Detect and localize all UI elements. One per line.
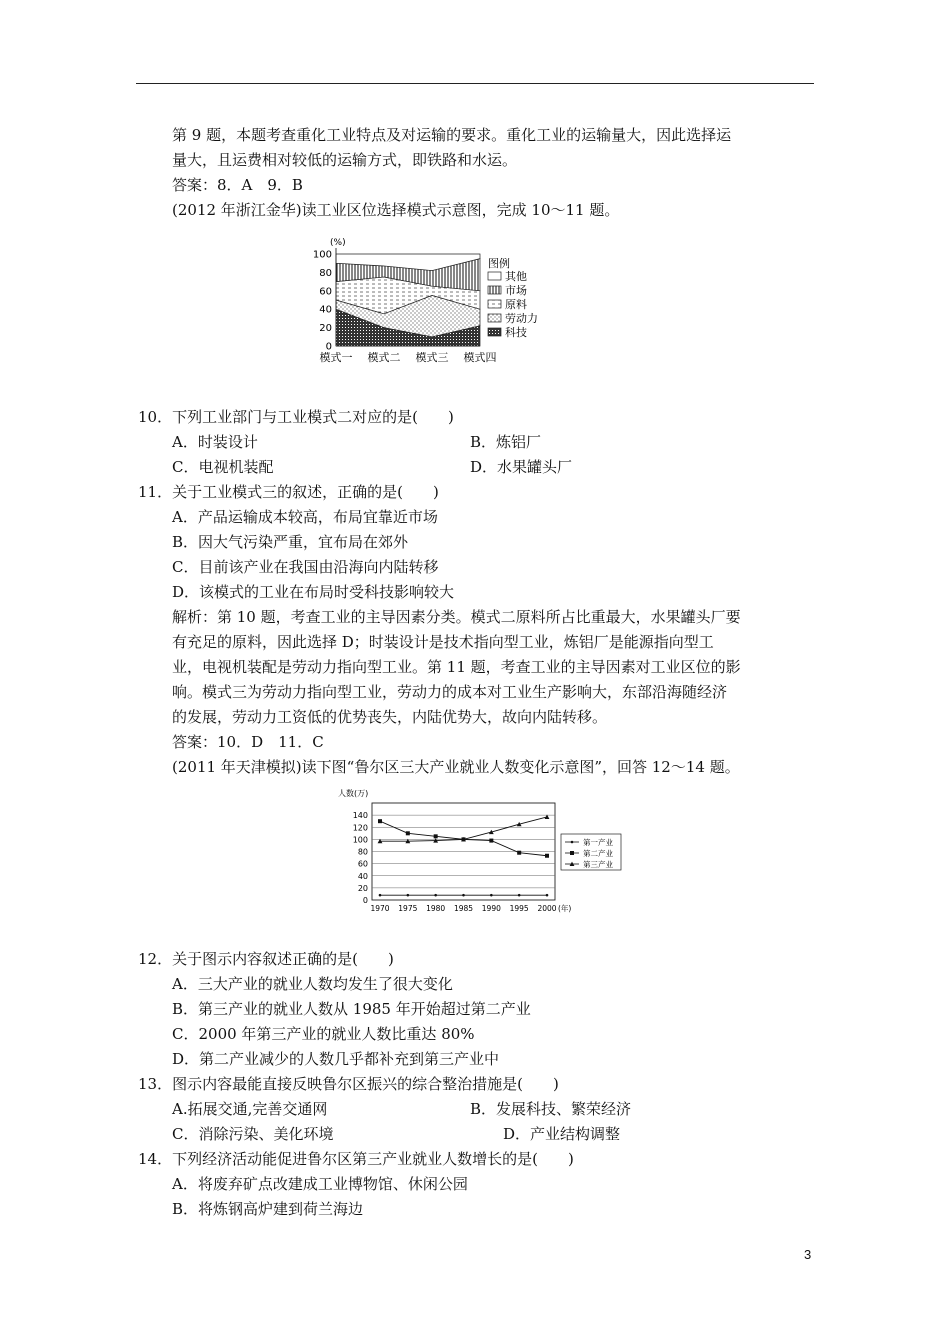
question-stem: 13．图示内容最能直接反映鲁尔区振兴的综合整治措施是( ) [138, 1075, 559, 1093]
x-tick-label: 1975 [398, 904, 418, 913]
data-point [379, 894, 382, 897]
option: C．消除污染、美化环境 [172, 1125, 334, 1143]
page-number: 3 [804, 1247, 812, 1262]
question-stem: 10．下列工业部门与工业模式二对应的是( ) [138, 408, 454, 426]
analysis-text: 解析：第 10 题，考查工业的主导因素分类。模式二原料所占比重最大，水果罐头厂要 [172, 608, 741, 626]
legend-label: 原料 [505, 298, 527, 311]
x-tick-label: 1995 [509, 904, 529, 913]
option: C．电视机装配 [172, 458, 274, 476]
y-tick-label: 100 [312, 249, 332, 261]
data-point [517, 851, 521, 855]
chart-legend [561, 834, 621, 870]
intro-line: (2012 年浙江金华)读工业区位选择模式示意图，完成 10～11 题。 [172, 201, 620, 219]
option: B．因大气污染严重，宜布局在郊外 [172, 533, 409, 551]
analysis-text: 业，电视机装配是劳动力指向型工业。第 11 题，考查工业的主导因素对工业区位的影 [172, 658, 741, 676]
legend-label: 第二产业 [583, 849, 613, 858]
legend-swatch [488, 286, 501, 294]
chart-grid [372, 803, 555, 900]
option: C．2000 年第三产业的就业人数比重达 80% [172, 1025, 475, 1043]
option: B．发展科技、繁荣经济 [470, 1100, 632, 1118]
y-axis-label: 人数(万) [338, 789, 369, 798]
x-tick-label: 模式三 [415, 351, 449, 364]
option: A.拓展交通,完善交通网 [172, 1100, 328, 1118]
x-tick-label: 1985 [453, 904, 474, 913]
industry-mode-chart [300, 234, 560, 374]
legend-label: 第三产业 [583, 860, 613, 869]
data-point [571, 841, 574, 844]
data-point [489, 839, 493, 843]
chart-legend [488, 256, 538, 339]
y-tick-label: 120 [352, 823, 368, 833]
legend-title: 图例 [488, 257, 510, 270]
data-point [434, 834, 438, 838]
legend-label: 劳动力 [505, 312, 538, 325]
legend-label: 科技 [505, 326, 527, 339]
x-tick-label: 1990 [481, 904, 501, 913]
option: C．目前该产业在我国由沿海向内陆转移 [172, 558, 439, 576]
y-tick-label: 80 [319, 267, 332, 279]
data-point [378, 819, 382, 823]
paragraph-text: 第 9 题，本题考查重化工业特点及对运输的要求。重化工业的运输量大，因此选择运 [172, 126, 732, 144]
analysis-text: 有充足的原料，因此选择 D；时装设计是技术指向型工业，炼铝厂是能源指向型工 [172, 633, 714, 651]
data-point [462, 894, 465, 897]
option: A．将废弃矿点改建成工业博物馆、休闲公园 [172, 1175, 468, 1193]
answer-line: 答案：10．D 11．C [172, 733, 324, 751]
option: A．三大产业的就业人数均发生了很大变化 [172, 975, 453, 993]
option: A．时装设计 [172, 433, 258, 451]
x-tick-label: 模式二 [367, 351, 401, 364]
data-point [406, 831, 410, 835]
ruhr-employment-chart [335, 785, 655, 915]
data-point [434, 894, 437, 897]
chart-axes [338, 788, 571, 913]
option: A．产品运输成本较高，布局宜靠近市场 [172, 508, 438, 526]
legend-swatch [488, 272, 501, 280]
y-tick-label: 100 [352, 835, 368, 845]
data-point [570, 851, 574, 855]
x-tick-label: 2000 [537, 904, 557, 913]
x-tick-label: 模式四 [463, 351, 497, 364]
data-point [490, 894, 493, 897]
data-point [545, 854, 549, 858]
legend-swatch [488, 314, 501, 322]
header-rule [136, 83, 814, 84]
y-tick-label: 40 [357, 871, 368, 881]
y-tick-label: 140 [352, 811, 368, 821]
chart-areas [336, 254, 480, 346]
legend-label: 第一产业 [583, 838, 613, 847]
y-tick-label: 0 [325, 341, 332, 353]
option: D．产业结构调整 [503, 1125, 621, 1143]
analysis-text: 响。模式三为劳动力指向型工业，劳动力的成本对工业生产影响大，东部沿海随经济 [172, 683, 728, 701]
y-tick-label: 40 [319, 304, 332, 316]
option: D．第二产业减少的人数几乎都补充到第三产业中 [172, 1050, 500, 1068]
legend-swatch [488, 300, 501, 308]
y-axis-label: (%) [330, 238, 346, 248]
data-point [518, 894, 521, 897]
question-stem: 12．关于图示内容叙述正确的是( ) [138, 950, 394, 968]
y-tick-label: 20 [319, 323, 332, 335]
chart-lines [378, 815, 550, 897]
y-tick-label: 80 [357, 847, 368, 857]
y-tick-label: 20 [357, 883, 368, 893]
option: B．炼铝厂 [470, 433, 542, 451]
x-tick-label: 1970 [370, 904, 390, 913]
x-tick-label: 模式一 [319, 351, 353, 364]
data-point [407, 894, 410, 897]
option: B．第三产业的就业人数从 1985 年开始超过第二产业 [172, 1000, 531, 1018]
analysis-text: 的发展，劳动力工资低的优势丧失，内陆优势大，故向内陆转移。 [172, 708, 608, 726]
legend-label: 市场 [505, 284, 527, 297]
legend-swatch [488, 328, 501, 336]
x-axis-label: (年) [558, 904, 572, 913]
x-tick-label: 1980 [426, 904, 446, 913]
intro-line: (2011 年天津模拟)读下图“鲁尔区三大产业就业人数变化示意图”，回答 12～14 题。 [172, 758, 740, 776]
y-tick-label: 60 [319, 286, 332, 298]
option: D．水果罐头厂 [470, 458, 573, 476]
question-stem: 14．下列经济活动能促进鲁尔区第三产业就业人数增长的是( ) [138, 1150, 574, 1168]
legend-label: 其他 [505, 270, 527, 283]
question-stem: 11．关于工业模式三的叙述，正确的是( ) [138, 483, 439, 501]
option: D．该模式的工业在布局时受科技影响较大 [172, 583, 455, 601]
answer-line: 答案：8．A 9．B [172, 176, 303, 194]
y-tick-label: 60 [357, 859, 368, 869]
option: B．将炼钢高炉建到荷兰海边 [172, 1200, 364, 1218]
data-point [546, 894, 549, 897]
y-tick-label: 0 [362, 896, 368, 905]
paragraph-text: 量大，且运费相对较低的运输方式，即铁路和水运。 [172, 151, 518, 169]
